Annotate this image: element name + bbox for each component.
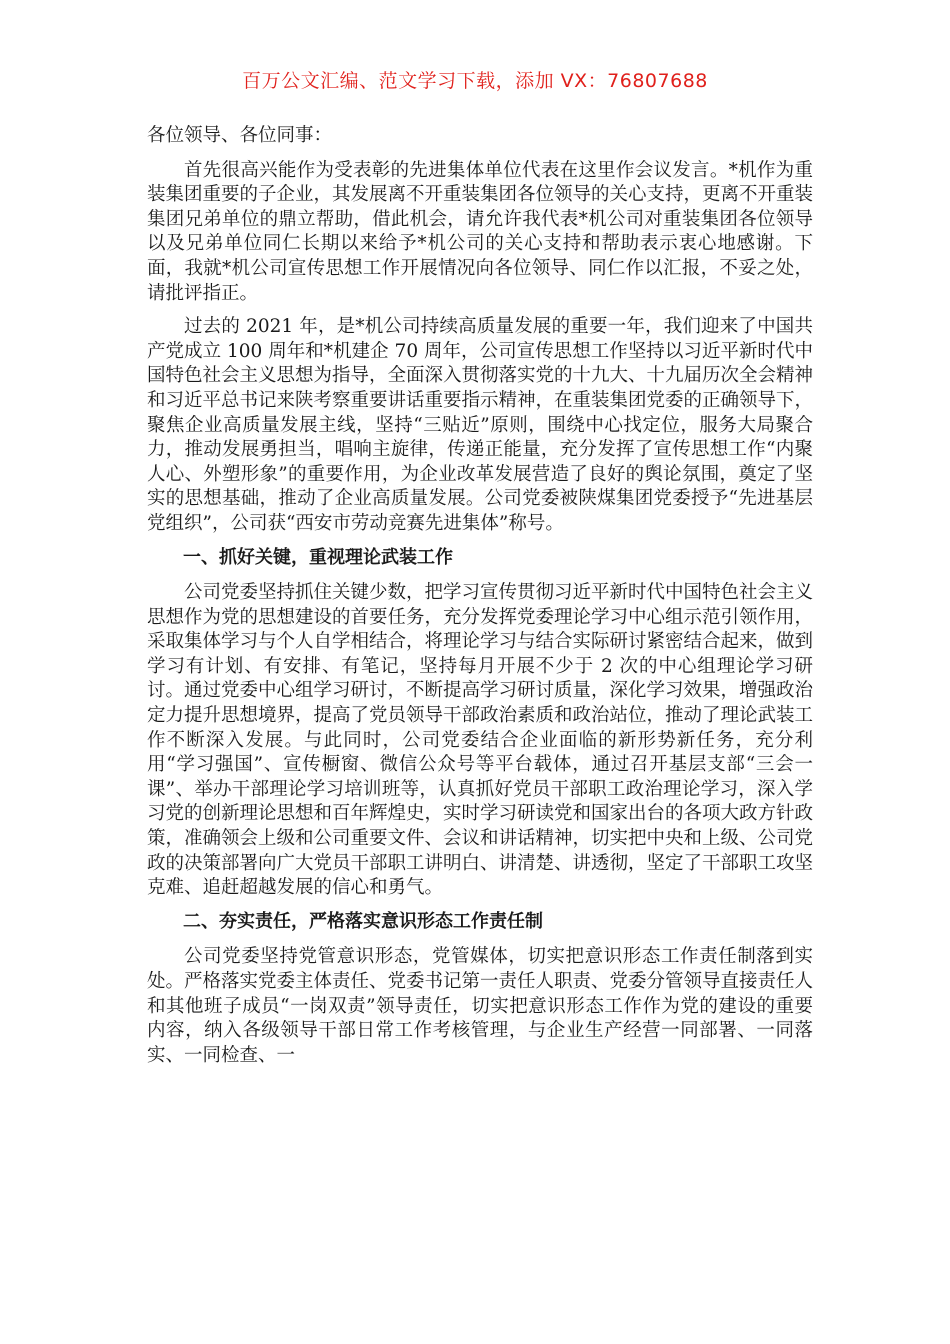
salutation: 各位领导、各位同事： (147, 125, 333, 146)
review-paragraph: 过去的 2021 年，是*机公司持续高质量发展的重要一年，我们迎来了中国共产党成立 100 周年和*机建企 70 周年，公司宣传思想工作坚持以习近平新时代中国特色社会主义思想为指导，全面深入贯彻落实党的十九大、十九届历次全会精神和习近平总书记来陕考察重要讲话重要指示精神，在重装集团党委的正确领导下，聚焦企业高质量发展主线，坚持“三贴近”原则，围绕中心找定位，服务大局聚合力，推动发展勇担当，唱响主旋律，传递正能量，充分发挥了宣传思想工作“内聚人心、外塑形象”的重要作用，为企业改革发展营造了良好的舆论氛围，奠定了坚实的思想基础，推动了企业高质量发展。公司党委被陕煤集团党委授予“先进基层党组织”，公司获“西安市劳动竞赛先进集体”称号。 (147, 316, 814, 534)
section-heading-2: 二、夯实责任，严格落实意识形态工作责任制 (183, 910, 543, 932)
section-1-paragraph: 公司党委坚持抓住关键少数，把学习宣传贯彻习近平新时代中国特色社会主义思想作为党的思想建设的首要任务，充分发挥党委理论学习中心组示范引领作用，采取集体学习与个人自学相结合，将理论学习与结合实际研讨紧密结合起来，做到学习有计划、有安排、有笔记，坚持每月开展不少于 2 次的中心组理论学习研讨。通过党委中心组学习研讨，不断提高学习研讨质量，深化学习效果，增强政治定力提升思想境界，提高了党员领导干部政治素质和政治站位，推动了理论武装工作不断深入发展。与此同时，公司党委结合企业面临的新形势新任务，充分利用“学习强国”、宣传橱窗、微信公众号等平台载体，通过召开基层支部“三会一课”、举办干部理论学习培训班等，认真抓好党员干部职工政治理论学习，深入学习党的创新理论思想和百年辉煌史，实时学习研读党和国家出台的各项大政方针政策，准确领会上级和公司重要文件、会议和讲话精神，切实把中央和上级、公司党政的决策部署向广大党员干部职工讲明白、讲清楚、讲透彻，坚定了干部职工攻坚克难、追赶超越发展的信心和勇气。 (147, 582, 814, 899)
document-body (147, 124, 813, 1077)
section-heading-1: 一、抓好关键，重视理论武装工作 (183, 546, 453, 568)
watermark-banner: 百万公文汇编、范文学习下载，添加 VX：76807688 (242, 70, 708, 92)
intro-paragraph: 首先很高兴能作为受表彰的先进集体单位代表在这里作会议发言。*机作为重装集团重要的子企业，其发展离不开重装集团各位领导的关心支持，更离不开重装集团兄弟单位的鼎立帮助，借此机会，请允许我代表*机公司对重装集团各位领导以及兄弟单位同仁长期以来给予*机公司的关心支持和帮助表示衷心地感谢。下面，我就*机公司宣传思想工作开展情况向各位领导、同仁作以汇报，不妥之处，请批评指正。 (147, 159, 814, 304)
section-2-paragraph: 公司党委坚持党管意识形态，党管媒体，切实把意识形态工作责任制落到实处。严格落实党委主体责任、党委书记第一责任人职责、党委分管领导直接责任人和其他班子成员“一岗双责”领导责任，切实把意识形态工作作为党的建设的重要内容，纳入各级领导干部日常工作考核管理，与企业生产经营一同部署、一同落实、一同检查、一 (147, 946, 814, 1066)
